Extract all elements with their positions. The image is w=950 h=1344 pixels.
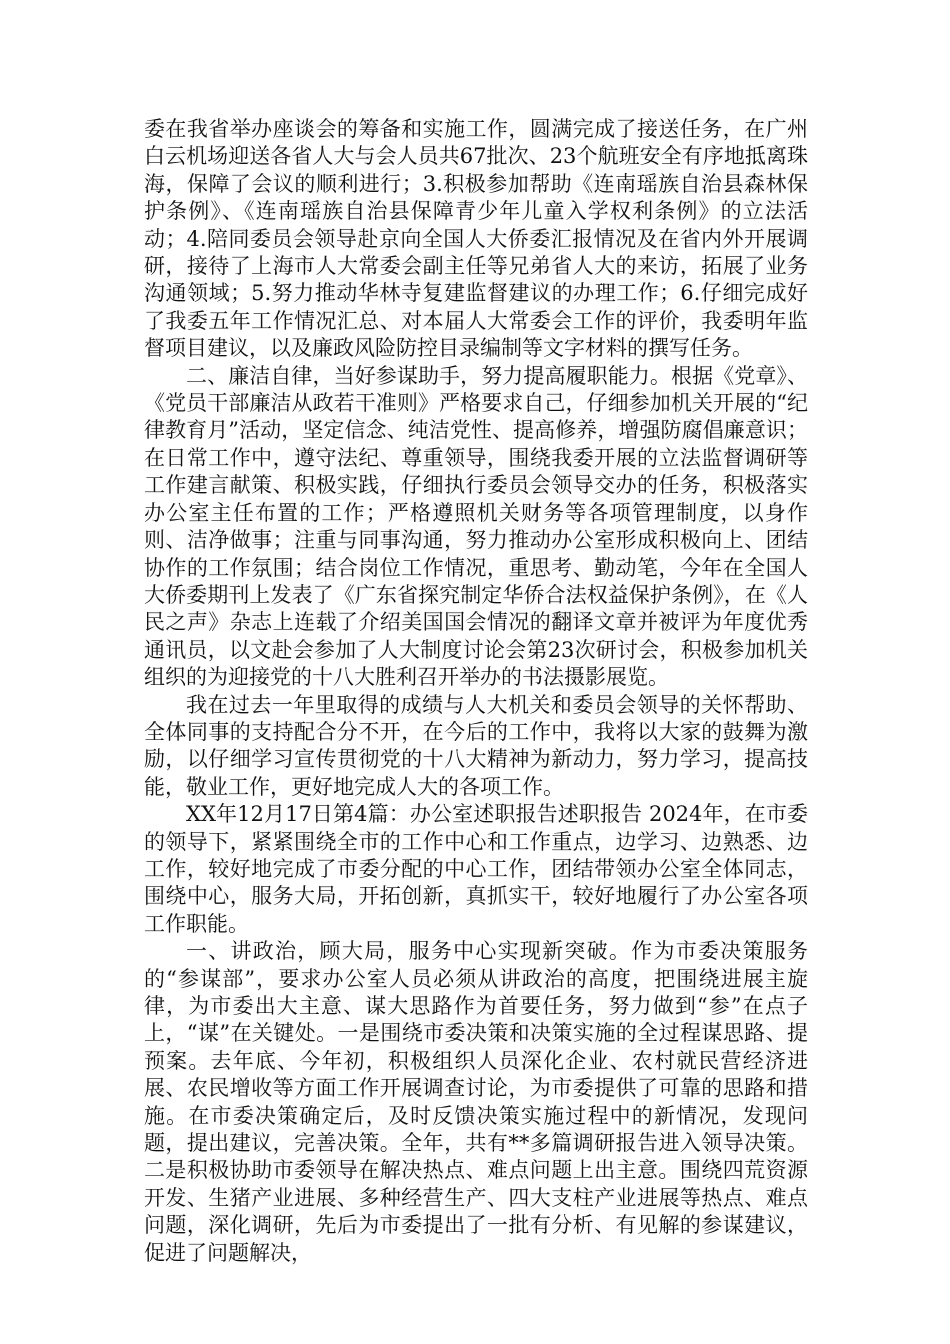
paragraph-section-one: 一、讲政治，顾大局，服务中心实现新突破。作为市委决策服务的“参谋部”，要求办公室人员必须从讲政治的高度，把围绕进展主旋律，为市委出大主意、谋大思路作为首要任务，努力做到“参”在点子上，“谋”在关键处。一是围绕市委决策和决策实施的全过程谋思路、提预案。去年底、今年初，积极组织人员深化企业、农村就民营经济进展、农民增收等方面工作开展调查讨论，为市委提供了可靠的思路和措施。在市委决策确定后，及时反馈决策实施过程中的新情况，发现问题，提出建议，完善决策。全年，共有**多篇调研报告进入领导决策。二是积极协助市委领导在解决热点、难点问题上出主意。围绕四荒资源开发、生猪产业进展、多种经营生产、四大支柱产业进展等热点、难点问题，深化调研，先后为市委提出了一批有分析、有见解的参谋建议，促进了问题解决， — [144, 939, 808, 1265]
paragraph-continuation: 委在我省举办座谈会的筹备和实施工作，圆满完成了接送任务，在广州白云机场迎送各省人大与会人员共67批次、23个航班安全有序地抵离珠海，保障了会议的顺利进行；3.积极参加帮助《连南瑶族自治县森林保护条例》、《连南瑶族自治县保障青少年儿童入学权利条例》的立法活动；4.陪同委员会领导赴京向全国人大侨委汇报情况及在省内外开展调研，接待了上海市人大常委会副主任等兄弟省人大的来访，拓展了业务沟通领域；5.努力推动华林寺复建监督建议的办理工作；6.仔细完成好了我委五年工作情况汇总、对本届人大常委会工作的评价，我委明年监督项目建议，以及廉政风险防控目录编制等文字材料的撰写任务。 — [144, 117, 808, 361]
document-page — [144, 116, 808, 1267]
paragraph-closing: 我在过去一年里取得的成绩与人大机关和委员会领导的关怀帮助、全体同事的支持配合分不开，在今后的工作中，我将以大家的鼓舞为激励，以仔细学习宣传贯彻党的十八大精神为新动力，努力学习，提高技能，敬业工作，更好地完成人大的各项工作。 — [144, 692, 808, 799]
paragraph-report-four-intro: XX年12月17日第4篇：办公室述职报告述职报告 2024年，在市委的领导下，紧紧围绕全市的工作中心和工作重点，边学习、边熟悉、边工作，较好地完成了市委分配的中心工作，团结带领办公室全体同志，围绕中心，服务大局，开拓创新，真抓实干，较好地履行了办公室各项工作职能。 — [144, 802, 808, 936]
paragraph-section-two: 二、廉洁自律，当好参谋助手，努力提高履职能力。根据《党章》、《党员干部廉洁从政若干准则》严格要求自己，仔细参加机关开展的“纪律教育月”活动，坚定信念、纯洁党性、提高修养，增强防腐倡廉意识；在日常工作中，遵守法纪、尊重领导，围绕我委开展的立法监督调研等工作建言献策、积极实践，仔细执行委员会领导交办的任务，积极落实办公室主任布置的工作；严格遵照机关财务等各项管理制度，以身作则、洁净做事；注重与同事沟通，努力推动办公室形成积极向上、团结协作的工作氛围；结合岗位工作情况，重思考、勤动笔，今年在全国人大侨委期刊上发表了《广东省探究制定华侨合法权益保护条例》，在《人民之声》杂志上连载了介绍美国国会情况的翻译文章并被评为年度优秀通讯员，以文赴会参加了人大制度讨论会第23次研讨会，积极参加机关组织的为迎接党的十八大胜利召开举办的书法摄影展览。 — [144, 363, 808, 690]
